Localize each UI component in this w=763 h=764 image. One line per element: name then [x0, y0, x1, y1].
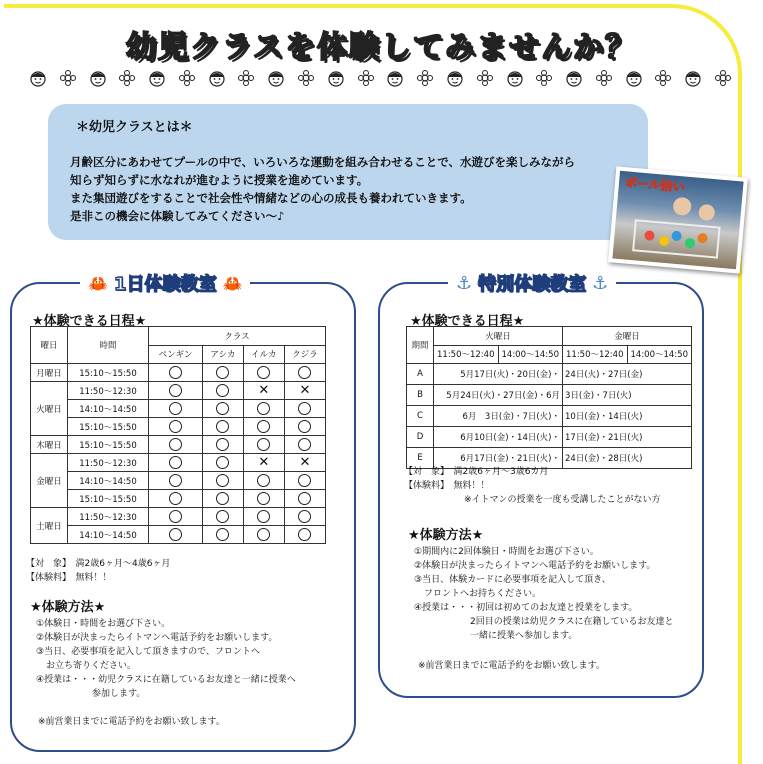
table-row	[31, 472, 326, 490]
availability-cell	[149, 472, 203, 490]
tuesday-dates-cell: 5月24日(火)・27日(金)・6月	[434, 385, 563, 406]
crab-icon: 🦀	[88, 273, 108, 293]
one-day-trial-title: 🦀 1日体験教室 🦀	[80, 270, 250, 296]
available-circle-icon	[169, 420, 182, 433]
available-circle-icon	[169, 402, 182, 415]
availability-cell	[284, 490, 325, 508]
available-circle-icon	[169, 492, 182, 505]
child-face-icon	[624, 69, 644, 87]
table-row	[31, 436, 326, 454]
table-row	[31, 490, 326, 508]
availability-cell	[149, 454, 203, 472]
header-time: 時間	[68, 327, 149, 364]
period-cell: C	[407, 406, 434, 427]
time-cell: 11:50～12:30	[68, 508, 149, 526]
day-cell: 月曜日	[31, 364, 68, 382]
flower-icon	[58, 69, 78, 87]
flower-icon	[356, 69, 376, 87]
photo-caption: ボール拾い	[624, 175, 686, 195]
target-age: 【対 象】 満2歳6ヶ月～3歳6カ月	[404, 467, 549, 477]
anchor-icon: ⚓	[592, 272, 609, 294]
time-cell: 11:50～12:30	[68, 454, 149, 472]
table-row	[407, 364, 692, 385]
available-circle-icon	[298, 438, 311, 451]
availability-cell	[203, 508, 244, 526]
tuesday-dates-cell: 6月17日(金)・21日(火)・	[434, 448, 563, 469]
child-face-icon	[505, 69, 525, 87]
available-circle-icon	[257, 474, 270, 487]
available-circle-icon	[216, 492, 229, 505]
child-face-icon	[564, 69, 584, 87]
available-circle-icon	[216, 366, 229, 379]
method-line: ①期間内に2回体験日・時間をお選び下さい。	[414, 547, 599, 557]
time-cell: 15:10～15:50	[68, 490, 149, 508]
table-row	[31, 508, 326, 526]
crab-icon: 🦀	[222, 273, 243, 293]
availability-cell	[203, 364, 244, 382]
time-cell: 15:10～15:50	[68, 436, 149, 454]
time-cell: 14:10～14:50	[68, 472, 149, 490]
day-cell: 火曜日	[31, 382, 68, 436]
header-day: 曜日	[31, 327, 68, 364]
availability-cell	[203, 472, 244, 490]
availability-cell	[284, 418, 325, 436]
available-circle-icon	[257, 438, 270, 451]
available-circle-icon	[169, 474, 182, 487]
header-time: 11:50～12:40	[563, 345, 628, 364]
availability-cell	[243, 400, 284, 418]
available-circle-icon	[169, 438, 182, 451]
available-circle-icon	[169, 366, 182, 379]
child-face-icon	[326, 69, 346, 87]
availability-cell	[284, 472, 325, 490]
intro-line: 月齢区分にあわせてプールの中で、いろいろな運動を組み合わせることで、水遊びを楽しみながら	[70, 155, 575, 169]
availability-cell	[203, 454, 244, 472]
table-row	[407, 406, 692, 427]
availability-cell	[149, 364, 203, 382]
method-line: お立ち寄りください。	[46, 661, 137, 671]
header-class-dolphin: イルカ	[243, 345, 284, 364]
friday-dates-cell: 17日(金)・21日(火)	[563, 427, 692, 448]
period-cell: D	[407, 427, 434, 448]
child-face-icon	[385, 69, 405, 87]
period-cell: E	[407, 448, 434, 469]
availability-cell	[284, 400, 325, 418]
method-line: ④授業は・・・初回は初めてのお友達と授業をします。	[414, 603, 638, 613]
availability-cell	[243, 508, 284, 526]
fee-note: ※イトマンの授業を一度も受講したことがない方	[464, 495, 661, 505]
availability-cell	[284, 382, 325, 400]
method-heading: ★体験方法★	[30, 600, 106, 615]
schedule-heading: ★体験できる日程★	[32, 314, 147, 329]
one-day-trial-panel	[10, 273, 356, 752]
child-face-icon	[88, 69, 108, 87]
header-friday: 金曜日	[563, 327, 692, 346]
available-circle-icon	[257, 366, 270, 379]
flower-icon	[236, 69, 256, 87]
availability-cell	[149, 526, 203, 544]
special-schedule-table	[406, 326, 692, 469]
day-cell: 金曜日	[31, 454, 68, 508]
availability-cell	[243, 490, 284, 508]
available-circle-icon	[216, 510, 229, 523]
available-circle-icon	[257, 492, 270, 505]
available-circle-icon	[257, 420, 270, 433]
flower-icon	[713, 69, 733, 87]
availability-cell	[203, 490, 244, 508]
availability-cell	[284, 508, 325, 526]
available-circle-icon	[257, 510, 270, 523]
friday-dates-cell: 10日(金)・14日(火)	[563, 406, 692, 427]
available-circle-icon	[298, 366, 311, 379]
header-time: 11:50～12:40	[434, 345, 499, 364]
table-row	[407, 427, 692, 448]
header-class-sealion: アシカ	[203, 345, 244, 364]
availability-cell	[243, 418, 284, 436]
time-cell: 14:10～14:50	[68, 400, 149, 418]
time-cell: 15:10～15:50	[68, 418, 149, 436]
unavailable-cross-icon: ✕	[299, 383, 311, 398]
method-line: 一緒に授業へ参加します。	[470, 631, 578, 641]
footnote: ※前営業日までに電話予約をお願い致します。	[418, 661, 605, 671]
friday-dates-cell: 24日(金)・28日(火)	[563, 448, 692, 469]
time-cell: 15:10～15:50	[68, 364, 149, 382]
availability-cell	[284, 526, 325, 544]
period-cell: A	[407, 364, 434, 385]
method-heading: ★体験方法★	[408, 528, 484, 543]
flower-icon	[653, 69, 673, 87]
available-circle-icon	[298, 474, 311, 487]
available-circle-icon	[298, 492, 311, 505]
available-circle-icon	[298, 402, 311, 415]
availability-cell	[284, 364, 325, 382]
method-line: ②体験日が決まったらイトマンへ電話予約をお願いします。	[36, 633, 278, 643]
available-circle-icon	[257, 402, 270, 415]
available-circle-icon	[169, 456, 182, 469]
page-title: 幼児クラスを体験してみませんか？	[125, 30, 638, 65]
footnote: ※前営業日までに電話予約をお願い致します。	[38, 717, 225, 727]
availability-cell	[149, 436, 203, 454]
intro-box	[48, 104, 648, 240]
child-face-icon	[445, 69, 465, 87]
header-period: 期間	[407, 327, 434, 364]
table-row	[31, 454, 326, 472]
table-row	[31, 382, 326, 400]
child-face-icon	[207, 69, 227, 87]
availability-cell	[149, 490, 203, 508]
flower-icon	[475, 69, 495, 87]
available-circle-icon	[216, 528, 229, 541]
trial-fee: 【体験料】 無料！！	[26, 573, 112, 583]
availability-cell	[203, 526, 244, 544]
availability-cell	[149, 400, 203, 418]
availability-cell	[243, 454, 284, 472]
table-row	[407, 385, 692, 406]
available-circle-icon	[216, 438, 229, 451]
method-line: ④授業は・・・幼児クラスに在籍しているお友達と一緒に授業へ	[36, 675, 296, 685]
trial-fee: 【体験料】 無料！！	[404, 481, 490, 491]
table-row	[31, 526, 326, 544]
available-circle-icon	[216, 420, 229, 433]
special-trial-title: ⚓ 特別体験教室 ⚓	[448, 270, 616, 296]
pool-photo	[608, 166, 748, 273]
friday-dates-cell: 24日(火)・27日(金)	[563, 364, 692, 385]
available-circle-icon	[298, 420, 311, 433]
child-face-icon	[683, 69, 703, 87]
available-circle-icon	[169, 510, 182, 523]
intro-line: 是非この機会に体験してみてください～♪	[70, 209, 285, 223]
available-circle-icon	[257, 528, 270, 541]
child-face-icon	[147, 69, 167, 87]
available-circle-icon	[216, 474, 229, 487]
header-class-whale: クジラ	[284, 345, 325, 364]
availability-cell	[149, 418, 203, 436]
available-circle-icon	[298, 528, 311, 541]
available-circle-icon	[216, 456, 229, 469]
method-line: 参加します。	[92, 689, 146, 699]
available-circle-icon	[216, 384, 229, 397]
period-cell: B	[407, 385, 434, 406]
unavailable-cross-icon: ✕	[258, 383, 270, 398]
header-class-penguin: ペンギン	[149, 345, 203, 364]
special-trial-panel	[378, 272, 704, 698]
availability-cell	[284, 454, 325, 472]
time-cell: 14:10～14:50	[68, 526, 149, 544]
availability-cell	[203, 400, 244, 418]
target-age: 【対 象】 満2歳6ヶ月～4歳6ヶ月	[26, 559, 171, 569]
available-circle-icon	[169, 384, 182, 397]
flower-icon	[177, 69, 197, 87]
availability-cell	[243, 436, 284, 454]
available-circle-icon	[298, 510, 311, 523]
unavailable-cross-icon: ✕	[299, 455, 311, 470]
day-cell: 木曜日	[31, 436, 68, 454]
availability-cell	[149, 508, 203, 526]
unavailable-cross-icon: ✕	[258, 455, 270, 470]
method-line: 2回目の授業は幼児クラスに在籍しているお友達と	[470, 617, 674, 627]
intro-line: また集団遊びをすることで社会性や情緒などの心の成長も養われていきます。	[70, 191, 472, 205]
table-row	[31, 364, 326, 382]
friday-dates-cell: 3日(金)・7日(火)	[563, 385, 692, 406]
availability-cell	[284, 436, 325, 454]
available-circle-icon	[216, 402, 229, 415]
time-cell: 11:50～12:30	[68, 382, 149, 400]
schedule-heading: ★体験できる日程★	[410, 314, 525, 329]
one-day-schedule-table	[30, 326, 326, 544]
header-time: 14:00～14:50	[627, 345, 692, 364]
flower-icon	[415, 69, 435, 87]
child-face-icon	[266, 69, 286, 87]
flower-icon	[117, 69, 137, 87]
availability-cell	[243, 382, 284, 400]
flower-icon	[534, 69, 554, 87]
available-circle-icon	[169, 528, 182, 541]
availability-cell	[203, 418, 244, 436]
tuesday-dates-cell: 6月 3日(金)・7日(火)・	[434, 406, 563, 427]
availability-cell	[203, 436, 244, 454]
flower-icon	[594, 69, 614, 87]
availability-cell	[243, 364, 284, 382]
table-row	[31, 418, 326, 436]
availability-cell	[243, 526, 284, 544]
intro-line: 知らず知らずに水なれが進むように授業を進めています。	[70, 173, 369, 187]
availability-cell	[243, 472, 284, 490]
method-line: ③当日、必要事項を記入して頂きますので、フロントへ	[36, 647, 260, 657]
intro-heading: ＊幼児クラスとは＊	[76, 120, 193, 135]
decorative-face-row	[28, 68, 733, 88]
tuesday-dates-cell: 5月17日(火)・20日(金)・	[434, 364, 563, 385]
availability-cell	[203, 382, 244, 400]
method-line: フロントへお持ちください。	[424, 589, 542, 599]
method-line: ②体験日が決まったらイトマンへ電話予約をお願いします。	[414, 561, 656, 571]
header-class: クラス	[149, 327, 326, 346]
method-line: ③当日、体験カードに必要事項を記入して頂き、	[414, 575, 611, 585]
method-line: ①体験日・時間をお選び下さい。	[36, 619, 171, 629]
header-time: 14:00～14:50	[498, 345, 563, 364]
tuesday-dates-cell: 6月10日(金)・14日(火)・	[434, 427, 563, 448]
availability-cell	[149, 382, 203, 400]
table-row	[31, 400, 326, 418]
pool-photo-image	[612, 171, 743, 269]
child-face-icon	[28, 69, 48, 87]
day-cell: 土曜日	[31, 508, 68, 544]
flower-icon	[296, 69, 316, 87]
anchor-icon: ⚓	[456, 272, 473, 294]
header-tuesday: 火曜日	[434, 327, 563, 346]
